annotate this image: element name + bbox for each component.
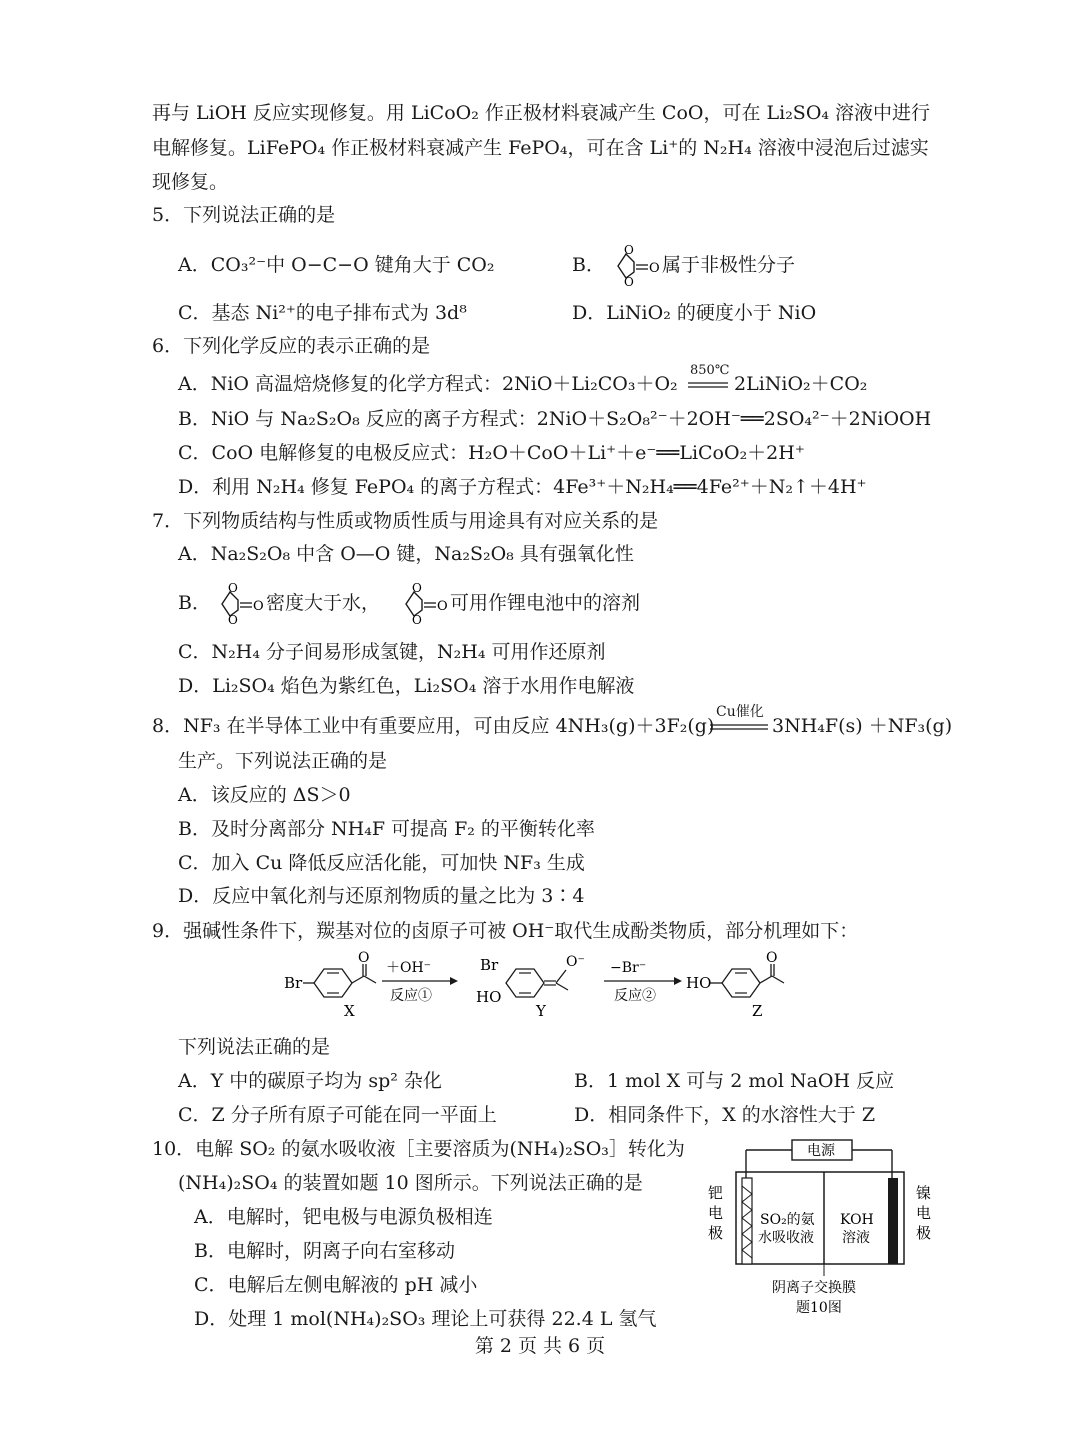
q10-option-b: B．电解时，阴离子向右室移动 (194, 1240, 455, 1262)
q7-option-b-prefix: B． (178, 592, 211, 614)
page-footer: 第 2 页 共 6 页 (474, 1335, 606, 1357)
q10-stem-2: (NH₄)₂SO₄ 的装置如题 10 图所示。下列说法正确的是 (178, 1172, 643, 1194)
reaction-scheme (270, 948, 830, 1028)
q7-option-a: A．Na₂S₂O₈ 中含 O—O 键，Na₂S₂O₈ 具有强氧化性 (178, 543, 634, 565)
q9-stem: 9．强碱性条件下，羰基对位的卤原子可被 OH⁻取代生成酚类物质，部分机理如下： (152, 920, 859, 942)
q8-condition: Cu催化 (716, 704, 764, 720)
q10-option-d: D．处理 1 mol(NH₄)₂SO₃ 理论上可获得 22.4 L 氢气 (194, 1308, 657, 1330)
svg-text:O: O (624, 243, 634, 257)
q6-option-a-condition: 850℃ (690, 363, 730, 378)
svg-text:O: O (437, 599, 448, 614)
power-label: 电源 (807, 1143, 835, 1159)
q6-option-b: B．NiO 与 Na₂S₂O₈ 反应的离子方程式：2NiO＋S₂O₈²⁻＋2OH⁻══2SO₄²⁻＋2NiOOH (178, 408, 932, 430)
q8-stem-right: 3NH₄F(s) ＋NF₃(g) (772, 715, 953, 737)
q7-option-b-mid: 密度大于水， (266, 592, 381, 614)
q10-option-c: C．电解后左侧电解液的 pH 减小 (194, 1274, 478, 1296)
svg-text:反应②: 反应② (614, 988, 656, 1004)
svg-text:KOH: KOH (840, 1212, 874, 1228)
q8-option-a: A．该反应的 ΔS＞0 (178, 784, 351, 806)
q8-option-d: D．反应中氧化剂与还原剂物质的量之比为 3∶4 (178, 885, 585, 907)
q9-option-b: B．1 mol X 可与 2 mol NaOH 反应 (574, 1070, 895, 1092)
q8-option-c: C．加入 Cu 降低反应活化能，可加快 NF₃ 生成 (178, 852, 585, 874)
membrane-label: 阴离子交换膜 (772, 1280, 856, 1296)
svg-text:Y: Y (536, 1002, 546, 1020)
svg-text:水吸收液: 水吸收液 (758, 1230, 814, 1246)
svg-text:O: O (624, 275, 634, 288)
svg-text:HO: HO (686, 974, 712, 992)
q8-stem-2: 生产。下列说法正确的是 (178, 750, 388, 772)
q5-option-c: C．基态 Ni²⁺的电子排布式为 3d⁸ (178, 302, 467, 324)
q10-option-a: A．电解时，钯电极与电源负极相连 (194, 1206, 493, 1228)
svg-text:O: O (766, 950, 778, 966)
q9-option-c: C．Z 分子所有原子可能在同一平面上 (178, 1104, 497, 1126)
svg-text:O: O (253, 599, 264, 614)
equals-arrow (686, 380, 730, 390)
svg-text:O: O (649, 261, 660, 276)
q6-stem: 6．下列化学反应的表示正确的是 (152, 335, 431, 357)
q8-stem-left: 8．NF₃ 在半导体工业中有重要应用，可由反应 4NH₃(g)＋3F₂(g) (152, 715, 715, 737)
svg-text:极: 极 (916, 1224, 932, 1242)
svg-text:O⁻: O⁻ (566, 954, 585, 970)
svg-text:X: X (344, 1002, 355, 1020)
q5-option-a: A．CO₃²⁻中 O−C−O 键角大于 CO₂ (178, 254, 495, 276)
svg-text:HO: HO (476, 988, 502, 1006)
q9-sub-stem: 下列说法正确的是 (178, 1036, 331, 1058)
svg-text:＋OH⁻: ＋OH⁻ (386, 960, 432, 976)
svg-text:反应①: 反应① (390, 988, 432, 1004)
svg-text:−Br⁻: −Br⁻ (610, 960, 647, 976)
q6-option-a-left: A．NiO 高温焙烧修复的化学方程式：2NiO＋Li₂CO₃＋O₂ (178, 373, 678, 395)
electrolysis-apparatus-figure (700, 1136, 950, 1316)
svg-text:电: 电 (916, 1204, 932, 1222)
svg-text:钯: 钯 (708, 1184, 724, 1202)
q7-option-c: C．N₂H₄ 分子间易形成氢键，N₂H₄ 可用作还原剂 (178, 641, 606, 663)
svg-text:O: O (412, 613, 422, 626)
q5-stem: 5．下列说法正确的是 (152, 204, 336, 226)
q8-option-b: B．及时分离部分 NH₄F 可提高 F₂ 的平衡转化率 (178, 818, 595, 840)
svg-text:Z: Z (752, 1002, 763, 1020)
q7-option-d: D．Li₂SO₄ 焰色为紫红色，Li₂SO₄ 溶于水用作电解液 (178, 675, 635, 697)
q5-option-b-prefix: B． (572, 254, 605, 276)
svg-text:O: O (412, 581, 422, 595)
intro-line-2: 电解修复。LiFePO₄ 作正极材料衰减产生 FePO₄，可在含 Li⁺的 N₂H₄ 溶液中浸泡后过滤实 (152, 137, 929, 159)
q7-option-b-suffix: 可用作锂电池中的溶剂 (450, 592, 641, 614)
cyclic-carbonate-structure (208, 578, 268, 626)
q6-option-d: D．利用 N₂H₄ 修复 FePO₄ 的离子方程式：4Fe³⁺＋N₂H₄══4Fe²⁺＋N₂↑＋4H⁺ (178, 476, 867, 498)
q6-option-c: C．CoO 电解修复的电极反应式：H₂O＋CoO＋Li⁺＋e⁻══LiCoO₂＋2H⁺ (178, 442, 805, 464)
svg-text:O: O (358, 950, 370, 966)
figure-caption: 题10图 (796, 1300, 842, 1316)
q9-option-d: D．相同条件下，X 的水溶性大于 Z (574, 1104, 876, 1126)
q5-option-d: D．LiNiO₂ 的硬度小于 NiO (572, 302, 817, 324)
svg-text:镍: 镍 (916, 1184, 932, 1202)
svg-text:溶液: 溶液 (842, 1230, 870, 1246)
q10-stem-1: 10．电解 SO₂ 的氨水吸收液［主要溶质为(NH₄)₂SO₃］转化为 (152, 1138, 685, 1160)
cyclic-carbonate-structure (604, 240, 664, 288)
equals-arrow (708, 722, 770, 732)
svg-text:Br: Br (284, 974, 303, 992)
q9-option-a: A．Y 中的碳原子均为 sp² 杂化 (178, 1070, 442, 1092)
svg-text:O: O (228, 613, 238, 626)
intro-line-3: 现修复。 (152, 171, 229, 193)
q5-option-b-suffix: 属于非极性分子 (662, 254, 796, 276)
svg-text:Br: Br (480, 956, 499, 974)
intro-line-1: 再与 LiOH 反应实现修复。用 LiCoO₂ 作正极材料衰减产生 CoO，可在 Li₂SO₄ 溶液中进行 (152, 102, 931, 124)
svg-text:电: 电 (708, 1204, 724, 1222)
svg-text:极: 极 (708, 1224, 724, 1242)
q6-option-a-right: 2LiNiO₂＋CO₂ (734, 373, 868, 395)
svg-text:SO₂的氨: SO₂的氨 (760, 1212, 815, 1228)
q7-stem: 7．下列物质结构与性质或物质性质与用途具有对应关系的是 (152, 510, 659, 532)
svg-text:O: O (228, 581, 238, 595)
cyclic-carbonate-structure (392, 578, 452, 626)
